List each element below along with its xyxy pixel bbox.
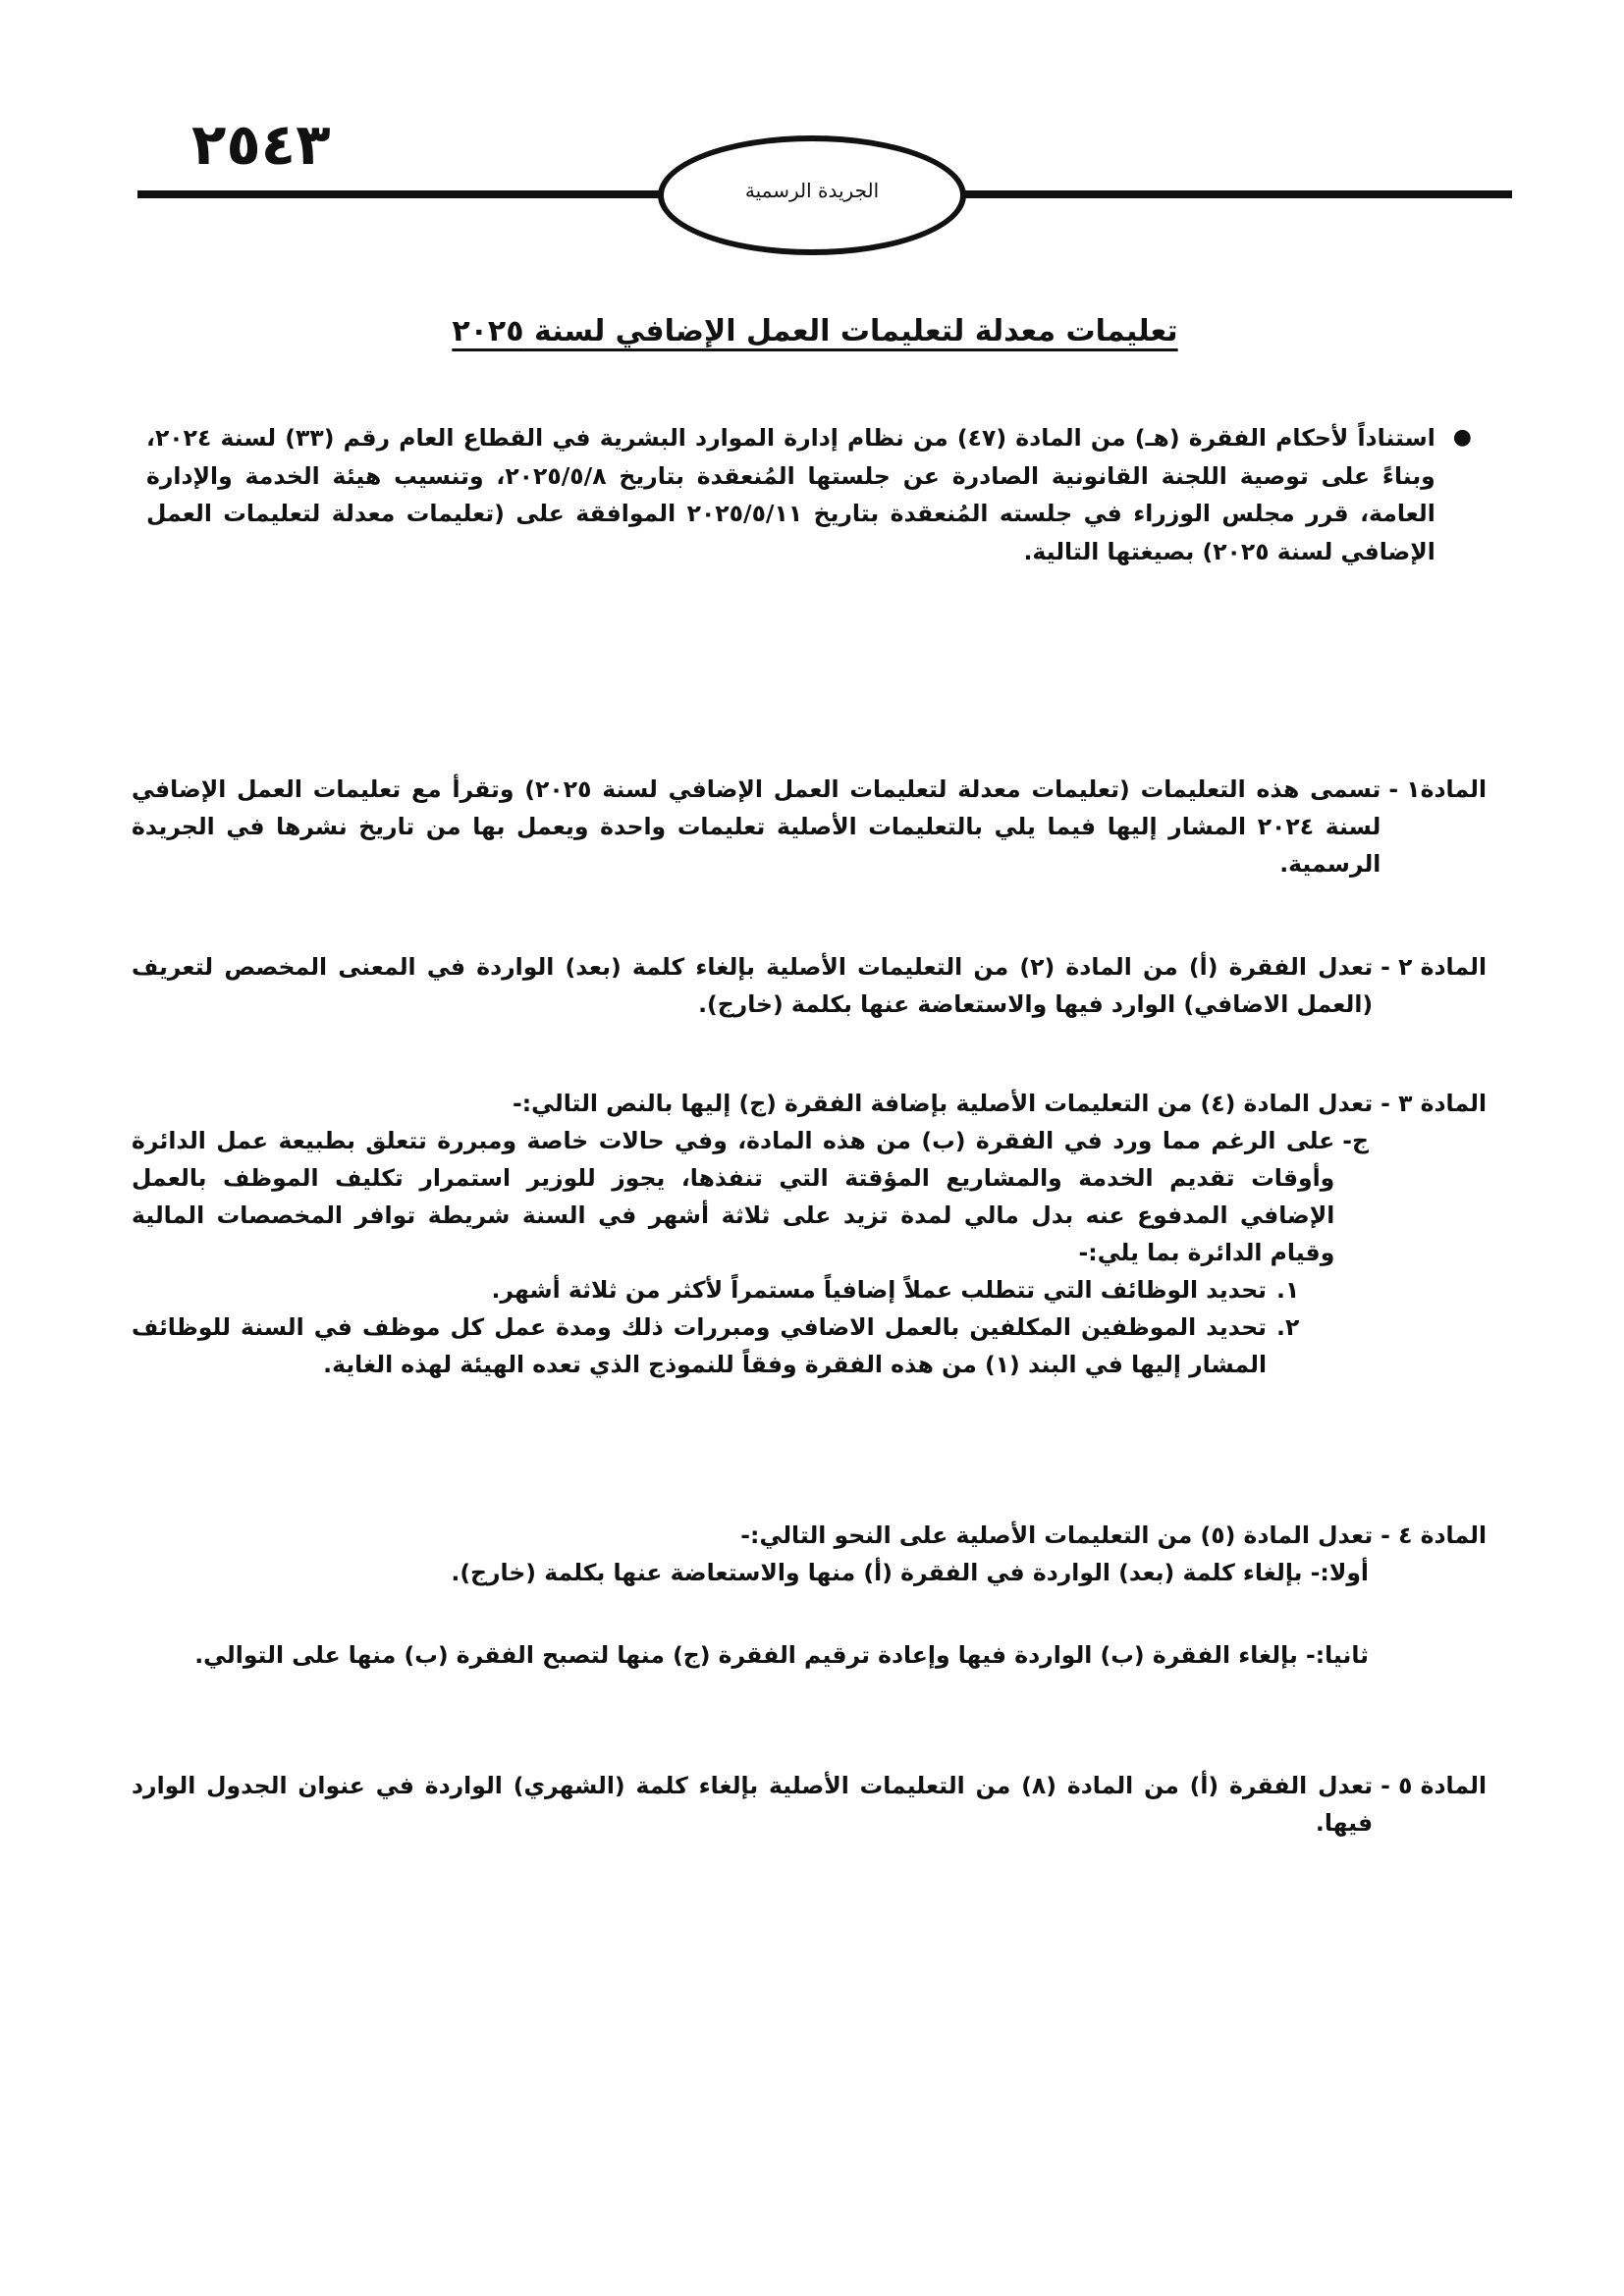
article-2	[132, 948, 1487, 1023]
article-4	[132, 1517, 1487, 1674]
paragraph-c	[132, 1122, 1369, 1383]
article-label: المادة ٣ -	[1380, 1090, 1487, 1117]
header-rule-right	[964, 190, 1512, 198]
masthead-oval	[658, 135, 966, 255]
list-item-number: ١.	[1276, 1276, 1300, 1304]
page-number: ٢٥٤٣	[191, 111, 331, 178]
article-label: المادة ٥ -	[1380, 1772, 1487, 1799]
article-5	[132, 1767, 1487, 1842]
clause-first: أولا:- بإلغاء كلمة (بعد) الواردة في الفقرة (أ) منها والاستعاضة عنها بكلمة (خارج).	[451, 1559, 1369, 1586]
header-rule-left	[137, 190, 668, 198]
bullet-icon: ●	[1452, 425, 1472, 450]
list-item	[132, 1271, 1299, 1308]
article-label: المادة ٤ -	[1380, 1522, 1487, 1549]
list-item-number: ٢.	[1276, 1313, 1300, 1341]
clause-second: ثانيا:- بإلغاء الفقرة (ب) الواردة فيها وإعادة ترقيم الفقرة (ج) منها لتصبح الفقرة (ب) منها على التوالي.	[194, 1641, 1369, 1669]
list-item	[132, 1308, 1299, 1383]
article-text: تسمى هذه التعليمات (تعليمات معدلة لتعليمات العمل الإضافي لسنة ٢٠٢٥) وتقرأ مع تعليمات العمل الإضافي لسنة ٢٠٢٤ المشار إليها فيما يلي بالتعليمات الأصلية تعليمات واحدة ويعمل بها من تاريخ نشرها في الجريدة الرسمية.	[132, 775, 1381, 878]
preamble-text: استناداً لأحكام الفقرة (هـ) من المادة (٤٧) من نظام إدارة الموارد البشرية في القطاع العام رقم (٣٣) لسنة ٢٠٢٤، وبناءً على توصية اللجنة القانونية الصادرة عن جلستها المُنعقدة بتاريخ ٢٠٢٥/٥/٨، وتنسيب هيئة الخدمة والإدارة العامة، قرر مجلس الوزراء في جلسته المُنعقدة بتاريخ ٢٠٢٥/٥/١١ الموافقة على (تعليمات معدلة لتعليمات العمل الإضافي لسنة ٢٠٢٥) بصيغتها التالية.	[146, 424, 1435, 565]
article-label: المادة١ -	[1388, 775, 1487, 803]
paragraph-label: ج-	[1342, 1127, 1369, 1154]
article-text: تعدل المادة (٥) من التعليمات الأصلية على النحو التالي:-	[740, 1522, 1374, 1549]
preamble	[146, 419, 1472, 570]
article-label: المادة ٢ -	[1380, 953, 1487, 981]
publication-name: الجريدة الرسمية	[744, 179, 880, 202]
article-3	[132, 1085, 1487, 1383]
article-text: تعدل الفقرة (أ) من المادة (٨) من التعليمات الأصلية بإلغاء كلمة (الشهري) الواردة في عنوان الجدول الوارد فيها.	[132, 1772, 1374, 1837]
paragraph-text: على الرغم مما ورد في الفقرة (ب) من هذه المادة، وفي حالات خاصة ومبررة تتعلق بطبيعة عمل الدائرة وأوقات تقديم الخدمة والمشاريع المؤقتة التي تنفذها، يجوز للوزير استمرار تكليف الموظف بالعمل الإضافي المدفوع عنه بدل مالي لمدة تزيد على ثلاثة أشهر في السنة شريطة توافر المخصصات المالية وقيام الدائرة بما يلي:-	[132, 1127, 1335, 1266]
list-item-text: تحديد الوظائف التي تتطلب عملاً إضافياً مستمراً لأكثر من ثلاثة أشهر.	[491, 1276, 1268, 1304]
article-text: تعدل المادة (٤) من التعليمات الأصلية بإضافة الفقرة (ج) إليها بالنص التالي:-	[512, 1090, 1374, 1117]
document-title: تعليمات معدلة لتعليمات العمل الإضافي لسنة ٢٠٢٥	[452, 314, 1178, 348]
list-item-text: تحديد الموظفين المكلفين بالعمل الاضافي ومبررات ذلك ومدة عمل كل موظف في السنة للوظائف المشار إليها في البند (١) من هذه الفقرة وفقاً للنموذج الذي تعده الهيئة لهذه الغاية.	[132, 1313, 1268, 1378]
article-text: تعدل الفقرة (أ) من المادة (٢) من التعليمات الأصلية بإلغاء كلمة (بعد) الواردة في المعنى المخصص لتعريف (العمل الاضافي) الوارد فيها والاستعاضة عنها بكلمة (خارج).	[132, 953, 1374, 1018]
article-1	[132, 771, 1487, 882]
